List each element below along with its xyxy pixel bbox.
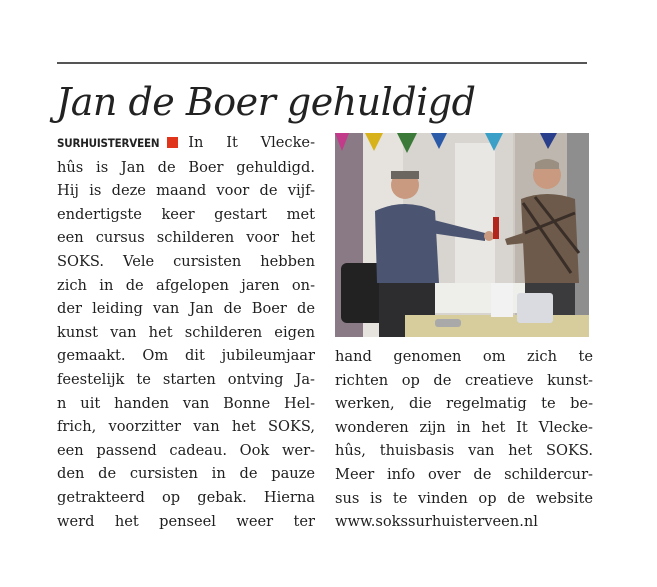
article-line-first	[57, 131, 315, 156]
article-line: der leiding van Jan de Boer de	[57, 300, 315, 318]
article-column-left	[57, 131, 315, 533]
article-line: kunst van het schilderen eigen	[57, 323, 315, 341]
article-line: richten op de creatieve kunst-	[335, 371, 593, 389]
dateline: SURHUISTERVEEN	[57, 136, 160, 150]
top-rule	[57, 62, 587, 64]
article-line: In It Vlecke-	[188, 134, 315, 151]
article-line: den de cursisten in de pauze	[57, 465, 315, 483]
article-line: sus is te vinden op de website	[335, 489, 593, 507]
article-line: werken, die regelmatig te be-	[335, 395, 593, 413]
article-line: getrakteerd op gebak. Hierna	[57, 488, 315, 506]
article-column-right	[335, 345, 593, 534]
article-line: SOKS. Vele cursisten hebben	[57, 252, 315, 270]
article-line: Hij is deze maand voor de vijf-	[57, 182, 315, 200]
article-line: wonderen zijn in het It Vlecke-	[335, 418, 593, 436]
article-line: frich, voorzitter van het SOKS,	[57, 418, 315, 436]
article-photo	[335, 133, 589, 337]
red-square-marker	[167, 137, 178, 148]
article-line: een cursus schilderen voor het	[57, 229, 315, 247]
website-link[interactable]: www.sokssurhuisterveen.nl	[335, 513, 538, 531]
article-line: zich in de afgelopen jaren on-	[57, 276, 315, 294]
article-line: Meer info over de schildercur-	[335, 465, 593, 483]
article-line: hûs is Jan de Boer gehuldigd.	[57, 158, 315, 176]
article-line: hûs, thuisbasis van het SOKS.	[335, 442, 593, 460]
article-line: hand genomen om zich te	[335, 348, 593, 365]
article-line: feestelijk te starten ontving Ja-	[57, 370, 315, 388]
article-line: endertigste keer gestart met	[57, 205, 315, 223]
article-line: een passend cadeau. Ook wer-	[57, 441, 315, 459]
article-line: n uit handen van Bonne Hel-	[57, 394, 315, 412]
article-line: werd het penseel weer ter	[57, 512, 315, 530]
article-line: gemaakt. Om dit jubileumjaar	[57, 347, 315, 365]
headline: Jan de Boer gehuldigd	[56, 80, 476, 124]
